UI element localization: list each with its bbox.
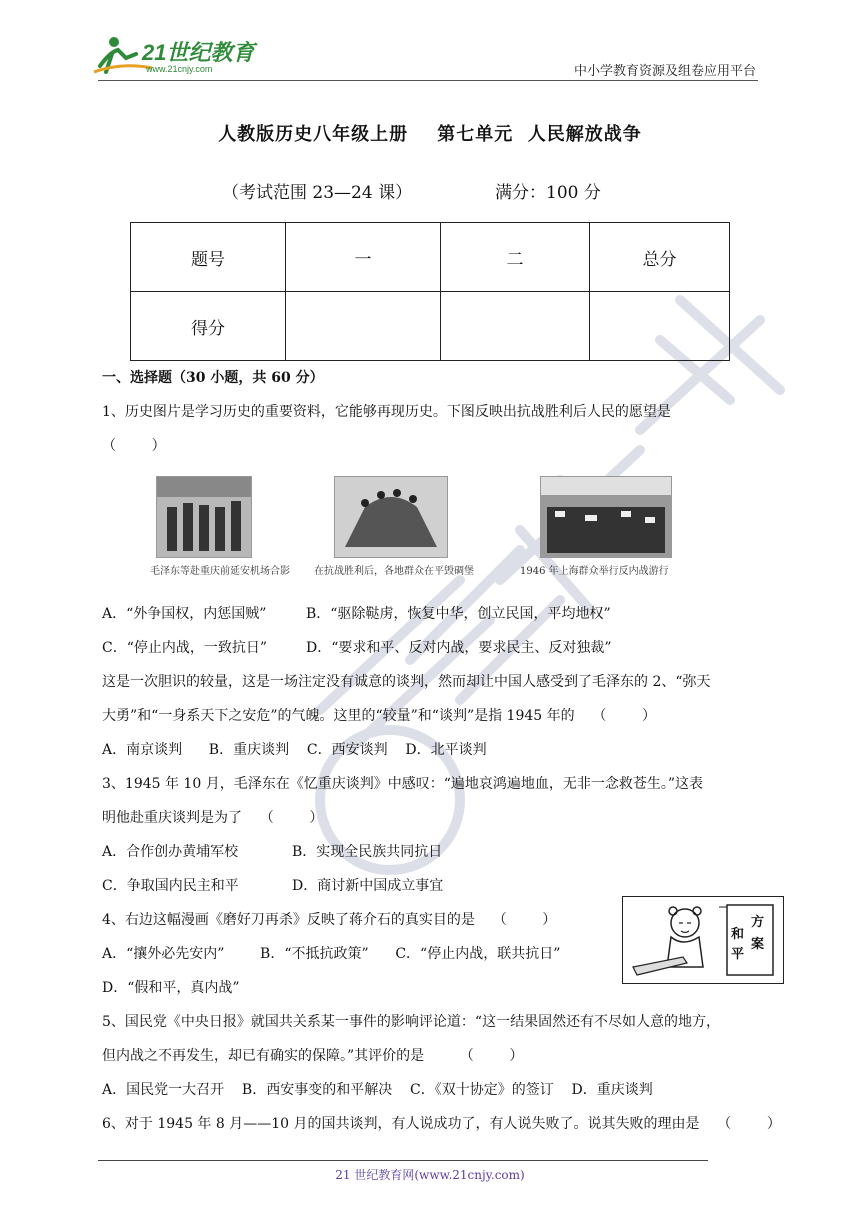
cartoon-sign-char: 案 — [751, 937, 765, 952]
table-cell — [441, 292, 590, 361]
table-cell — [590, 292, 730, 361]
question-6-stem: 6、对于 1945 年 8 月——10 月的国共谈判，有人说成功了，有人说失败了。说其失败的理由是 （ ） — [102, 1116, 781, 1132]
question-2-stem: 这是一次胆识的较量，这是一场注定没有诚意的谈判，然而却让中国人感受到了毛泽东的 2、“弥天 — [102, 674, 711, 690]
table-cell: 题号 — [131, 223, 286, 292]
cartoon-sign-char: 和 — [731, 927, 745, 942]
table-row — [131, 223, 730, 292]
exam-scope: （考试范围 23—24 课） — [222, 183, 413, 203]
caption-photo-2: 在抗战胜利后，各地群众在平毁碉堡 — [314, 566, 474, 577]
page-title: 人教版历史八年级上册 第七单元 人民解放战争 — [218, 124, 642, 145]
question-4-options: A．“攘外必先安内” B．“不抵抗政策” C．“停止内战，联共抗日” — [102, 946, 561, 962]
table-cell: 一 — [286, 223, 441, 292]
section-heading: 一、选择题（30 小题，共 60 分） — [102, 370, 324, 386]
cartoon-image — [622, 896, 784, 984]
photo-protest — [540, 476, 672, 558]
question-5-stem: 5、国民党《中央日报》就国共关系某一事件的影响评论道：“这一结果固然还有不尽如人意的地方， — [102, 1014, 721, 1030]
question-1-stem: 1、历史图片是学习历史的重要资料，它能够再现历史。下图反映出抗战胜利后人民的愿望是 — [102, 404, 671, 420]
cartoon-sign-char: 方 — [751, 915, 765, 930]
photo-bunker — [334, 476, 448, 558]
q1-option-c: C．“停止内战，一致抗日” — [102, 640, 268, 656]
q1-option-d: D．“要求和平、反对内战，要求民主、反对独裁” — [306, 640, 612, 656]
q1-option-a: A．“外争国权，内惩国贼” — [102, 606, 267, 622]
question-2-stem-2: 大勇”和“一身系天下之安危”的气魄。这里的“较量”和“谈判”是指 1945 年的 （ ） — [102, 708, 657, 724]
q4-option-d: D．“假和平，真内战” — [102, 980, 240, 996]
logo-text: 21世纪教育 — [142, 40, 255, 65]
q3-option-b: B．实现全民族共同抗日 — [292, 844, 443, 860]
question-4-stem: 4、右边这幅漫画《磨好刀再杀》反映了蒋介石的真实目的是 （ ） — [102, 912, 557, 928]
footer-divider — [98, 1160, 708, 1161]
q1-option-b: B．“驱除鞑虏，恢复中华，创立民国，平均地权” — [306, 606, 611, 622]
photo-airport — [156, 476, 252, 558]
site-logo — [92, 32, 262, 78]
table-cell: 二 — [441, 223, 590, 292]
score-table — [130, 222, 730, 361]
caption-photo-3: 1946 年上海群众举行反内战游行 — [520, 566, 669, 577]
table-cell: 得分 — [131, 292, 286, 361]
table-row — [131, 292, 730, 361]
full-score: 满分：100 分 — [495, 183, 601, 203]
caption-photo-1: 毛泽东等赴重庆前延安机场合影 — [150, 566, 290, 577]
question-3-stem-2: 明他赴重庆谈判是为了 （ ） — [102, 810, 324, 826]
table-cell: 总分 — [590, 223, 730, 292]
table-cell — [286, 292, 441, 361]
question-3-stem: 3、1945 年 10 月，毛泽东在《忆重庆谈判》中感叹：“遍地哀鸿遍地血，无非一念救苍生。”这表 — [102, 776, 704, 792]
question-1-blank: （ ） — [102, 438, 166, 454]
logo-url: www.21cnjy.com — [146, 64, 213, 74]
question-2-options: A．南京谈判 B．重庆谈判 C．西安谈判 D．北平谈判 — [102, 742, 487, 758]
footer-link[interactable]: 21 世纪教育网(www.21cnjy.com) — [335, 1168, 525, 1182]
question-5-stem-2: 但内战之不再发生，却已有确实的保障。”其评价的是 （ ） — [102, 1048, 524, 1064]
cartoon-sign-char: 平 — [731, 947, 745, 962]
q3-option-c: C．争取国内民主和平 — [102, 878, 239, 894]
q3-option-a: A．合作创办黄埔军校 — [102, 844, 239, 860]
header-divider — [98, 80, 758, 81]
header-platform-name: 中小学教育资源及组卷应用平台 — [573, 64, 756, 79]
q3-option-d: D．商讨新中国成立事宜 — [292, 878, 444, 894]
question-5-options: A．国民党一大召开 B．西安事变的和平解决 C．《双十协定》的签订 D．重庆谈判 — [102, 1082, 653, 1098]
watermark — [260, 280, 820, 920]
